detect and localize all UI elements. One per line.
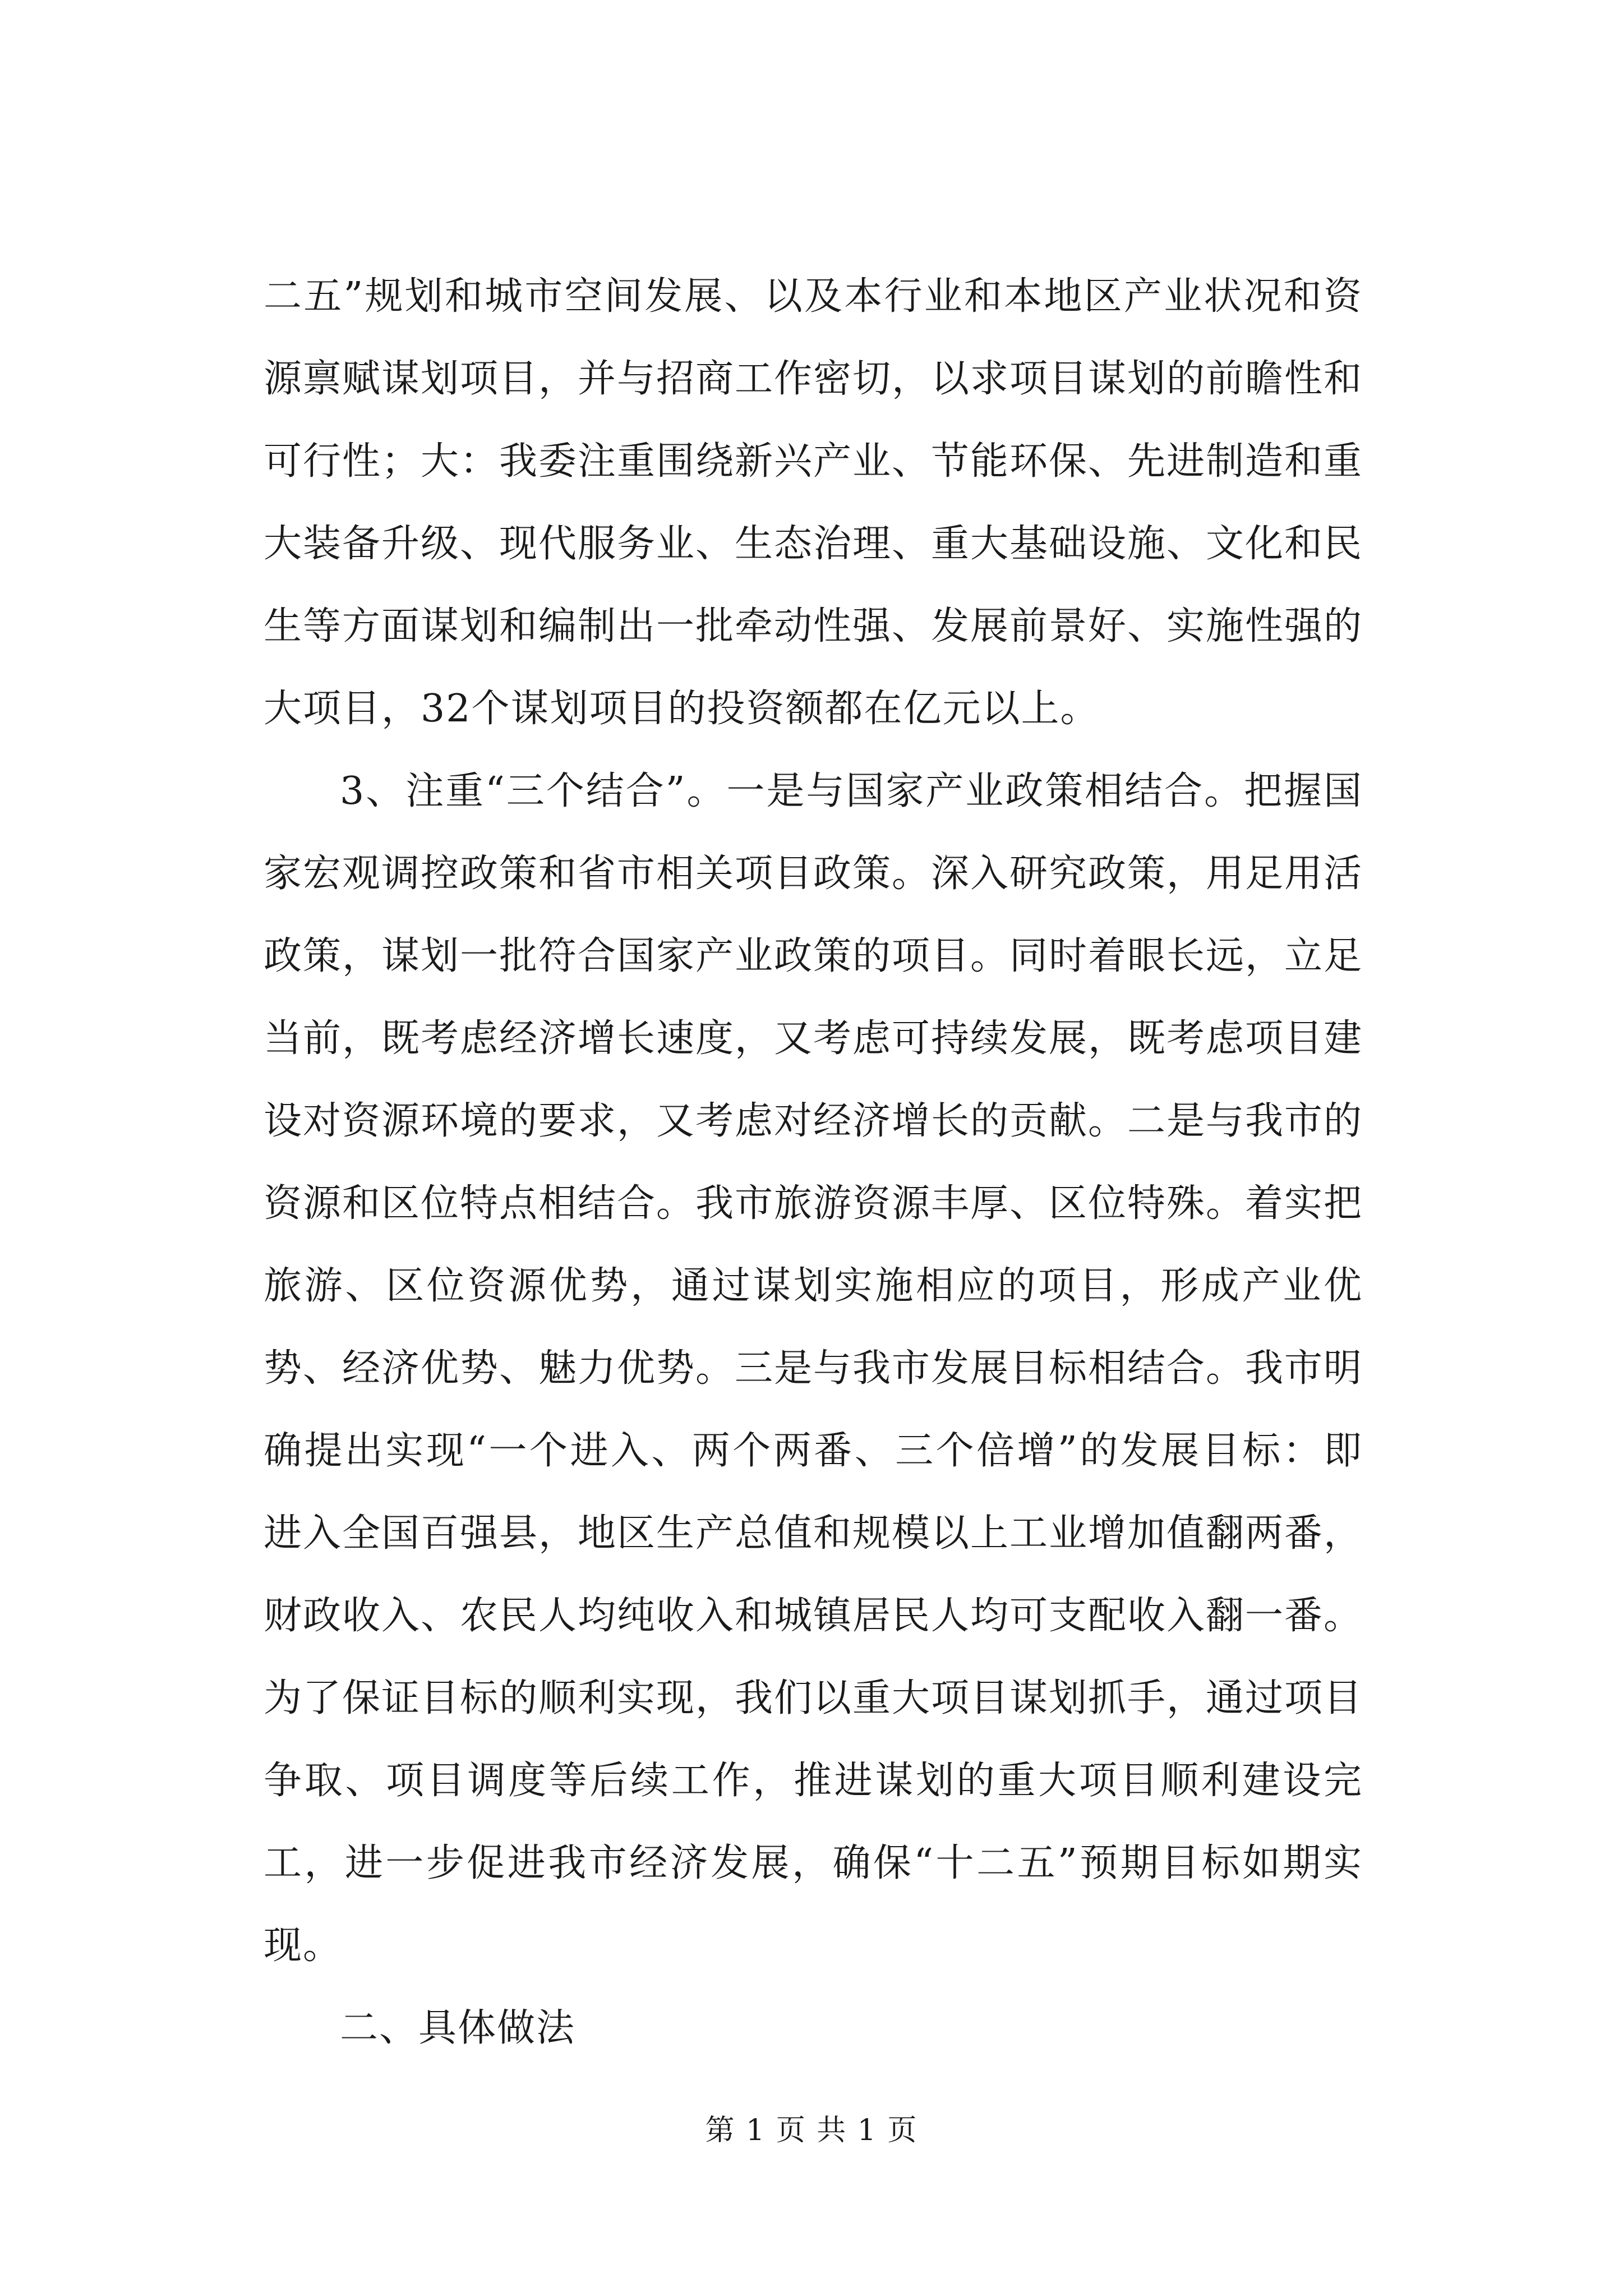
document-body <box>264 255 1363 2069</box>
section-heading: 二、具体做法 <box>340 2006 576 2050</box>
page-footer: 第 1 页 共 1 页 <box>705 2114 918 2147</box>
paragraph-three-combinations: 3、注重“三个结合”。一是与国家产业政策相结合。把握国家宏观调控政策和省市相关项目政策。深入研究政策，用足用活政策，谋划一批符合国家产业政策的项目。同时着眼长远，立足当前，既考虑经济增长速度，又考虑可持续发展，既考虑项目建设对资源环境的要求，又考虑对经济增长的贡献。二是与我市的资源和区位特点相结合。我市旅游资源丰厚、区位特殊。着实把旅游、区位资源优势，通过谋划实施相应的项目，形成产业优势、经济优势、魅力优势。三是与我市发展目标相结合。我市明确提出实现“一个进入、两个两番、三个倍增”的发展目标：即进入全国百强县，地区生产总值和规模以上工业增加值翻两番，财政收入、农民人均纯收入和城镇居民人均可支配收入翻一番。为了保证目标的顺利实现，我们以重大项目谋划抓手，通过项目争取、项目调度等后续工作，推进谋划的重大项目顺利建设完工，进一步促进我市经济发展，确保“十二五”预期目标如期实现。 <box>264 769 1363 1968</box>
paragraph-continuation: 二五”规划和城市空间发展、以及本行业和本地区产业状况和资源禀赋谋划项目，并与招商工作密切，以求项目谋划的前瞻性和可行性；大：我委注重围绕新兴产业、节能环保、先进制造和重大装备升级、现代服务业、生态治理、重大基础设施、文化和民生等方面谋划和编制出一批牵动性强、发展前景好、实施性强的大项目，32个谋划项目的投资额都在亿元以上。 <box>264 274 1363 731</box>
